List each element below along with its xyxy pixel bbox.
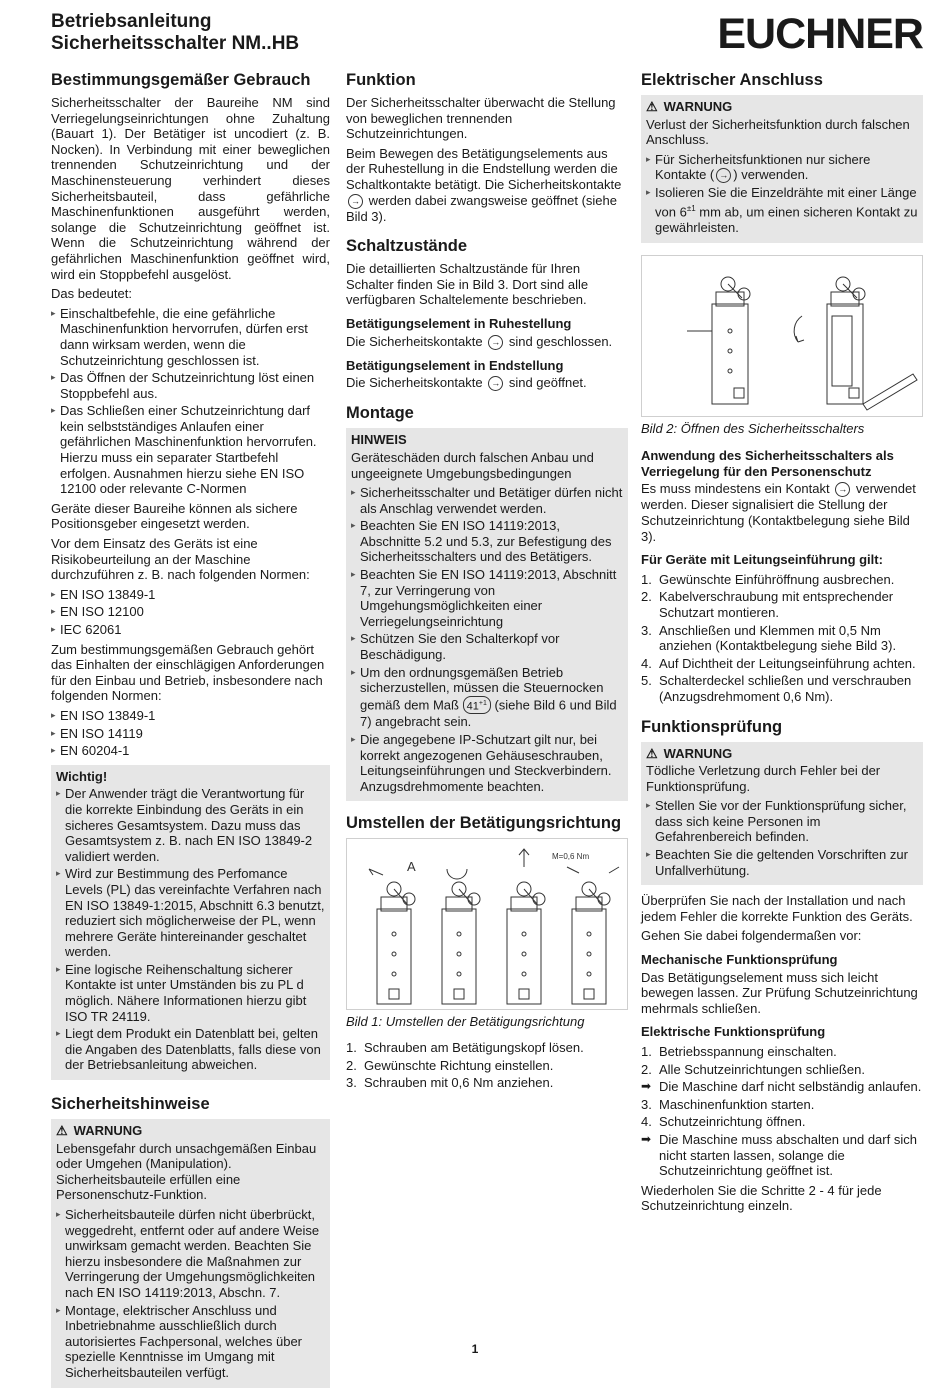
use-paragraph-2: Das bedeutet: (51, 286, 132, 302)
list-item: ▸ Einschaltbefehle, die eine gefährliche Maschinenfunktion hervorrufen, dürfen erst dann wirksam werden, wenn die Schutzeinrichtung geschlossen ist. (51, 306, 330, 368)
result-arrow-icon: ➡ (641, 1079, 652, 1094)
page-number: 1 (471, 1342, 479, 1356)
list-item: ▸ Montage, elektrischer Anschluss und Inbetriebnahme ausschließlich durch autorisiertes Fachpersonal, welches über spezielle Kenntnisse im Umgang mit Sicherheitsbauteilen verfügt. (56, 1303, 325, 1381)
section-switching-states (346, 236, 628, 391)
list-item: ▸ Sicherheitsschalter und Betätiger dürfen nicht als Anschlag verwendet werden. (351, 485, 623, 516)
figure-2-caption: Bild 2: Öffnen des Sicherheitsschalters (641, 420, 865, 436)
list-item: ▸ Beachten Sie EN ISO 14119:2013, Abschnitte 5.2 und 5.3, zur Befestigung des Sicherheitsschalters und des Betätigers. (351, 518, 623, 565)
section-function-test (641, 717, 923, 1214)
title-line-2: Sicherheitsschalter NM..HB (51, 33, 300, 54)
use-paragraph-3: Geräte dieser Baureihe können als sichere Positionsgeber eingesetzt werden. (51, 500, 298, 532)
list-item: ▸ Der Anwender trägt die Verantwortung für die korrekte Einbindung des Geräts in ein sicheres Gesamtsystem. Dazu muss das Gesamtsystem z. B. nach EN ISO 13849-2 validiert werden. (56, 786, 325, 864)
section-function (346, 70, 628, 224)
list-item: 1. Betriebsspannung einschalten. (641, 1044, 837, 1060)
list-item: 1. Gewünschte Einführöffnung ausbrechen. (641, 571, 895, 587)
list-item: ▸ Für Sicherheitsfunktionen nur sichere Kontakte ( → ) verwenden. (646, 152, 918, 184)
list-item: ▸ IEC 62061 (51, 622, 330, 638)
list-item: ▸ Beachten Sie EN ISO 14119:2013, Abschnitt 7, zur Verringerung von Umgehungsmöglichkeiten einer Verriegelungseinrichtung (351, 567, 623, 629)
section-mounting (346, 403, 628, 801)
label-torque: M=0,6 Nm (552, 852, 590, 862)
heading-mounting: Montage (346, 404, 414, 423)
list-item: ▸ Die angegebene IP-Schutzart gilt nur, bei korrekt angezogenen Gehäuseschrauben, Leitungseinführungen und Steckverbindern. Anzugsdrehmomente beachten. (351, 732, 623, 794)
list-item: ▸ Das Öffnen der Schutzeinrichtung löst einen Stoppbefehl aus. (51, 370, 330, 401)
rest-text: Die Sicherheitskontakte → sind geschlossen. (346, 333, 613, 349)
test-warning-list (646, 798, 918, 878)
heading-direction: Umstellen der Betätigungsrichtung (346, 814, 622, 833)
switch-direction-illustration (347, 839, 627, 1009)
heading-rest-position: Betätigungselement in Ruhestellung (346, 316, 572, 331)
heading-electrical-test: Elektrische Funktionsprüfung (641, 1024, 826, 1040)
list-item: 3. Maschinenfunktion starten. (641, 1096, 815, 1112)
euchner-logo: EUCHNER (717, 10, 923, 58)
application-text: Es muss mindestens ein Kontakt → verwendet werden. Dieser signalisiert die Stellung der Schutzeinrichtung (Kontaktbelegung siehe Bild 3). (641, 481, 916, 544)
heading-mechanical-test: Mechanische Funktionsprüfung (641, 952, 838, 968)
end-text: Die Sicherheitskontakte → sind geöffnet. (346, 375, 587, 391)
switch-opening-illustration (642, 256, 922, 416)
safety-contact-icon: → (348, 194, 363, 209)
section-direction (346, 813, 628, 1090)
function-paragraph-1: Der Sicherheitsschalter überwacht die Stellung von beweglichen trennenden Schutzeinrichtungen. (346, 95, 616, 142)
list-item: ▸ EN 60204-1 (51, 743, 330, 759)
result-arrow-icon: ➡ (641, 1131, 652, 1146)
column-1 (51, 70, 330, 1400)
use-paragraph-4: Vor dem Einsatz des Geräts ist eine Risikobeurteilung an der Maschine durchzuführen z. B. nach folgenden Normen: (51, 536, 310, 583)
important-list (56, 786, 325, 1073)
use-paragraph-1: Sicherheitsschalter der Baureihe NM sind Verriegelungseinrichtungen ohne Zuhaltung (Bauart 1). Der Betätiger ist uncodiert (z. B. Nocken). In Verbindung mit einer beweglichen trennenden Schutzeinrichtung und der Maschinensteuerung verhindert dieses Sicherheitsbauteil, dass gefährliche Maschinenfunktionen ausgeführt werden, solange die Schutzeinrichtung geöffnet ist. Wenn die Schutzeinrichtung während der gefährlichen Maschinenfunktion geöffnet wird, wird ein Stoppbefehl ausgelöst. (51, 95, 330, 282)
list-item: ▸ Beachten Sie die geltenden Vorschriften zur Unfallverhütung. (646, 847, 918, 878)
list-item: ▸ Liegt dem Produkt ein Datenblatt bei, gelten die Angaben des Datenblatts, falls diese von der Betriebsanleitung abweichen. (56, 1026, 325, 1073)
electrical-test-steps (641, 1044, 923, 1179)
use-list-1 (51, 306, 330, 497)
test-paragraph-3: Wiederholen Sie die Schritte 2 - 4 für jede Schutzeinrichtung einzeln. (641, 1182, 882, 1214)
list-item: ▸ Das Schließen einer Schutzeinrichtung darf kein selbstständiges Anlaufen einer gefährlichen Maschinenfunktion hervorrufen. Hierzu muss ein separater Startbefehl erfolgen. Ausnahmen hierzu siehe EN ISO 12100 oder relevante C-Normen (51, 403, 330, 497)
note-label: HINWEIS (351, 432, 407, 448)
list-item: 1. Schrauben am Betätigungskopf lösen. (346, 1040, 584, 1056)
safety-contact-icon: → (716, 168, 731, 183)
warning-triangle-icon: ⚠ (56, 1123, 68, 1139)
warning-label: WARNUNG (663, 745, 733, 761)
list-item: ▸ Isolieren Sie die Einzeldrähte mit einer Länge von $6^{\pm 1}$ mm ab, um einen sicheren Kontakt zu gewährleisten. (646, 185, 918, 235)
list-item: 4. Schutzeinrichtung öffnen. (641, 1114, 806, 1130)
warning-triangle-icon: ⚠ (646, 99, 658, 114)
heading-cable-entry: Für Geräte mit Leitungseinführung gilt: (641, 552, 883, 568)
column-2 (346, 70, 628, 1103)
cable-steps (641, 572, 923, 705)
list-item: 2. Kabelverschraubung mit entsprechender Schutzart montieren. (641, 589, 894, 620)
warning-label: WARNUNG (73, 1123, 143, 1139)
list-item: 4. Auf Dichtheit der Leitungseinführung achten. (641, 655, 916, 671)
use-list-2 (51, 587, 330, 638)
use-paragraph-5: Zum bestimmungsgemäßen Gebrauch gehört das Einhalten der einschlägigen Anforderungen für den Einbau und Betrieb, insbesondere nach folgenden Normen: (51, 641, 325, 704)
section-application (641, 448, 923, 704)
list-item: ▸ EN ISO 12100 (51, 604, 330, 620)
list-item: 2. Gewünschte Richtung einstellen. (346, 1057, 554, 1073)
important-box (51, 765, 330, 1080)
list-item: ▸ EN ISO 13849-1 (51, 587, 330, 603)
list-item: 3. Anschließen und Klemmen mit 0,5 Nm anziehen (Kontaktbelegung siehe Bild 3). (641, 622, 897, 654)
list-item: ▸ Eine logische Reihenschaltung sicherer Kontakte ist unter Umständen bis zu PL d möglich. Nähere Informationen hierzu gibt ISO TR 24119. (56, 962, 325, 1024)
safety-contact-icon: → (488, 335, 503, 350)
use-list-3 (51, 708, 330, 759)
mounting-note-box (346, 428, 628, 801)
warning-triangle-icon: ⚠ (646, 745, 658, 761)
list-item: ▸ Sicherheitsbauteile dürfen nicht überbrückt, weggedreht, entfernt oder auf andere Weise unwirksam gemacht werden. Beachten Sie hierzu insbesondere die Maßnahmen zur Verringerung der Umgehungsmöglichkeiten nach EN ISO 14119:2013, Abschn. 7. (56, 1207, 325, 1301)
title-line-1: Betriebsanleitung (51, 11, 212, 32)
test-warning-text: Tödliche Verletzung durch Fehler bei der Funktionsprüfung. (646, 763, 881, 794)
section-electrical (641, 70, 923, 436)
heading-function-test: Funktionsprüfung (641, 717, 783, 736)
figure-1 (346, 838, 628, 1010)
label-a: A (407, 859, 416, 875)
figure-1-caption: Bild 1: Umstellen der Betätigungsrichtung (346, 1014, 585, 1030)
list-item: ▸ Wird zur Bestimmung des Perfomance Levels (PL) das vereinfachte Verfahren nach EN ISO 13849-1:2015, Abschnitt 6.3 benutzt, reduziert sich möglicherweise der PL, wenn mehrere Geräte hintereinander geschaltet werden. (56, 866, 325, 960)
list-item: ➡ Die Maschine darf nicht selbständig anlaufen. (641, 1079, 922, 1095)
electrical-list (646, 152, 918, 236)
heading-intended-use: Bestimmungsgemäßer Gebrauch (51, 71, 311, 89)
states-paragraph: Die detaillierten Schaltzustände für Ihren Schalter finden Sie in Bild 3. Dort sind alle verfügbaren Schaltelemente beschrieben. (346, 261, 589, 308)
warning-label: WARNUNG (663, 99, 733, 114)
list-item: ▸ Um den ordnungsgemäßen Betrieb sicherzustellen, müssen die Steuernocken gemäß dem Maß $41^{+1}$ (siehe Bild 6 und Bild 7) angebracht sein. (351, 665, 623, 730)
important-title: Wichtig! (56, 768, 108, 784)
safety-contact-icon: → (488, 376, 503, 391)
function-paragraph-2: Beim Bewegen des Betätigungselements aus der Ruhestellung in die Endstellung werden die Schaltkontakte betätigt. Die Sicherheitskontakte → werden dabei zwangsweise geöffnet (siehe Bild 3). (346, 145, 622, 224)
heading-end-position: Betätigungselement in Endstellung (346, 357, 564, 373)
dimension-badge: $41^{+1}$ (463, 696, 491, 715)
safety-warning-text: Lebensgefahr durch unsachgemäßen Einbau oder Umgehen (Manipulation). Sicherheitsbauteile erfüllen eine Personenschutz-Funktion. (56, 1140, 317, 1203)
direction-steps (346, 1040, 628, 1091)
electrical-warning-text: Verlust der Sicherheitsfunktion durch falschen Anschluss. (646, 116, 910, 148)
heading-switching-states: Schaltzustände (346, 237, 468, 256)
list-item: 2. Alle Schutzeinrichtungen schließen. (641, 1061, 865, 1077)
list-item: ▸ Stellen Sie vor der Funktionsprüfung sicher, dass sich keine Personen im Gefahrenbereich befinden. (646, 798, 918, 845)
list-item: 3. Schrauben mit 0,6 Nm anziehen. (346, 1075, 554, 1091)
list-item: ▸ Schützen Sie den Schalterkopf vor Beschädigung. (351, 631, 623, 662)
list-item: ➡ Die Maschine muss abschalten und darf sich nicht starten lassen, solange die Schutzeinrichtung geöffnet ist. (641, 1131, 917, 1179)
figure-2 (641, 255, 923, 417)
note-text: Geräteschäden durch falschen Anbau und ungeeignete Umgebungsbedingungen (351, 449, 594, 481)
heading-function: Funktion (346, 71, 416, 89)
electrical-warning-box (641, 95, 923, 243)
mechanical-test-text: Das Betätigungselement muss sich leicht bewegen lassen. Zur Prüfung Schutzeinrichtung mehrmals schließen. (641, 969, 918, 1016)
section-intended-use (51, 70, 330, 759)
column-3 (641, 70, 923, 1226)
list-item: ▸ EN ISO 13849-1 (51, 708, 330, 724)
list-item: 5. Schalterdeckel schließen und verschrauben (Anzugsdrehmoment 0,6 Nm). (641, 673, 912, 704)
heading-electrical: Elektrischer Anschluss (641, 71, 823, 89)
heading-safety: Sicherheitshinweise (51, 1095, 210, 1114)
list-item: ▸ EN ISO 14119 (51, 726, 330, 742)
test-paragraph-2: Gehen Sie dabei folgendermaßen vor: (641, 928, 862, 944)
document-title (51, 11, 299, 55)
heading-application: Anwendung des Sicherheitsschalters als Verriegelung für den Personenschutz (641, 448, 894, 479)
mounting-list (351, 485, 623, 794)
safety-contact-icon: → (835, 482, 850, 497)
test-warning-box (641, 742, 923, 886)
test-paragraph-1: Überprüfen Sie nach der Installation und nach jedem Fehler die korrekte Funktion des Geräts. (641, 893, 913, 924)
